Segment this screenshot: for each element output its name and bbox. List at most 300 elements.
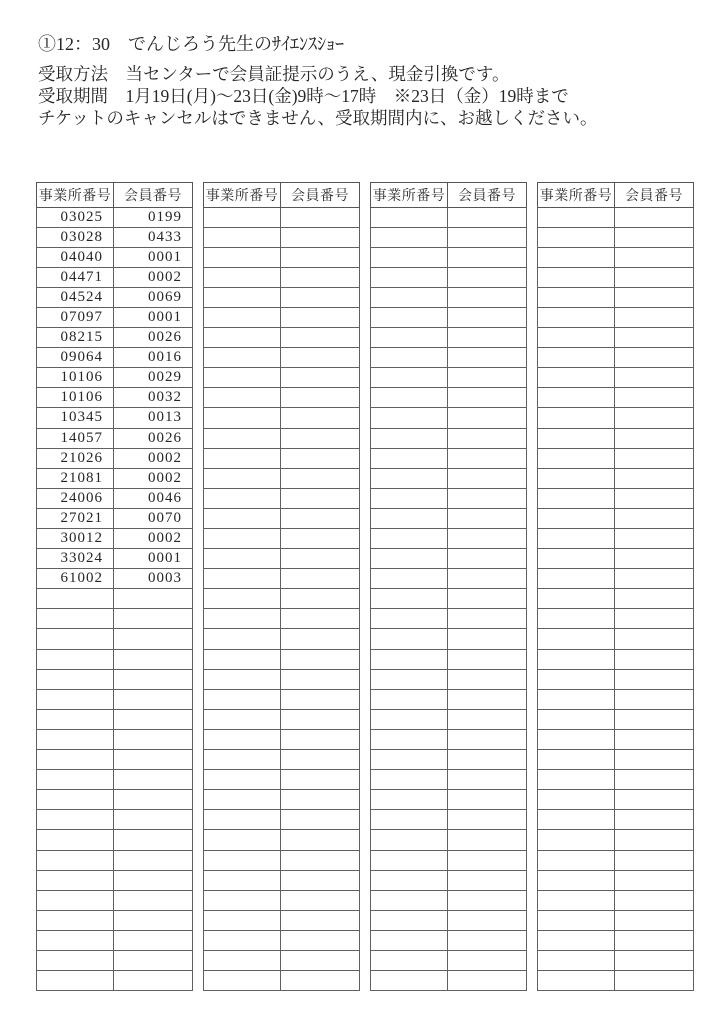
office-number-cell [371,569,448,589]
office-number-cell [204,328,281,348]
office-number-cell: 04471 [37,267,114,287]
pickup-period-line: 受取期間 1月19日(月)～23日(金)9時～17時 ※23日（金）19時まで [38,86,569,106]
office-number-cell [538,689,615,709]
member-number-cell [448,529,527,549]
member-number-cell [114,890,193,910]
table-row [204,589,360,609]
office-number-cell [371,669,448,689]
office-number-cell [538,629,615,649]
member-number-cell [281,971,360,991]
pickup-instructions [38,63,597,129]
office-number-cell [371,388,448,408]
member-number-cell [281,890,360,910]
office-number-cell [204,408,281,428]
office-number-cell: 27021 [37,508,114,528]
table-row [37,689,193,709]
member-number-cell [281,468,360,488]
office-number-cell [204,930,281,950]
member-number-cell: 0003 [114,569,193,589]
member-number-cell: 0001 [114,307,193,327]
office-number-cell [538,890,615,910]
table-row [371,428,527,448]
member-number-cell [448,468,527,488]
member-number-cell [615,589,694,609]
office-number-cell [37,950,114,970]
table-row [37,488,193,508]
member-number-cell [114,930,193,950]
office-number-cell [204,287,281,307]
office-number-cell [204,810,281,830]
office-number-cell [371,950,448,970]
member-number-cell [281,388,360,408]
member-number-cell [281,287,360,307]
table-row [538,830,694,850]
table-row [371,669,527,689]
member-number-cell [448,267,527,287]
office-number-header: 事業所番号 [371,183,448,208]
office-number-cell [204,750,281,770]
table-row [37,569,193,589]
member-number-cell [281,850,360,870]
office-number-cell [204,971,281,991]
office-number-cell [538,307,615,327]
table-row [371,750,527,770]
member-number-cell [281,790,360,810]
table-row [37,971,193,991]
table-row [204,368,360,388]
office-number-cell [204,830,281,850]
table-row [204,971,360,991]
office-number-cell [538,287,615,307]
member-number-cell [281,408,360,428]
member-number-cell: 0001 [114,549,193,569]
table-row [538,910,694,930]
table-row [204,609,360,629]
member-number-cell [114,830,193,850]
table-row [204,689,360,709]
office-number-cell [204,669,281,689]
member-number-cell [448,307,527,327]
office-number-cell [37,830,114,850]
table-row [37,428,193,448]
table-row [538,770,694,790]
table-row [37,709,193,729]
member-number-cell [615,910,694,930]
table-row [538,790,694,810]
office-number-cell [204,227,281,247]
table-row [37,609,193,629]
member-number-cell [281,529,360,549]
table-row [538,508,694,528]
table-row [37,930,193,950]
office-number-cell [204,267,281,287]
table-row [538,709,694,729]
member-number-cell [281,488,360,508]
office-number-cell [204,910,281,930]
member-number-cell [448,669,527,689]
office-number-header: 事業所番号 [538,183,615,208]
office-number-cell [204,368,281,388]
office-number-cell: 21026 [37,448,114,468]
office-number-cell [37,709,114,729]
member-number-header: 会員番号 [114,183,193,208]
member-number-cell [615,348,694,368]
office-number-cell [371,689,448,709]
table-row [204,207,360,227]
member-number-cell [114,729,193,749]
member-number-cell [114,810,193,830]
office-number-cell: 10345 [37,408,114,428]
table-row [204,649,360,669]
table-row [371,729,527,749]
office-number-cell [204,709,281,729]
table-row [371,569,527,589]
member-number-cell [615,207,694,227]
office-number-cell [371,890,448,910]
table-row [204,227,360,247]
office-number-cell [204,569,281,589]
table-row [371,247,527,267]
table-row [538,408,694,428]
member-number-cell [615,549,694,569]
table-row [204,810,360,830]
member-number-cell [448,729,527,749]
member-number-cell: 0016 [114,348,193,368]
table-row [371,287,527,307]
office-number-cell [37,870,114,890]
table-row [371,770,527,790]
member-number-cell [615,307,694,327]
office-number-cell [37,971,114,991]
table-row [371,930,527,950]
office-number-cell [538,750,615,770]
table-row [538,307,694,327]
table-row [37,368,193,388]
table-row [204,448,360,468]
table-row [204,328,360,348]
member-number-cell [615,790,694,810]
table-row [204,950,360,970]
office-number-cell [204,589,281,609]
member-number-cell [114,971,193,991]
member-number-cell [114,709,193,729]
office-number-cell: 08215 [37,328,114,348]
table-row [371,950,527,970]
member-number-cell [114,689,193,709]
table-row [538,388,694,408]
table-row [37,870,193,890]
table-row [37,910,193,930]
member-number-cell [281,709,360,729]
office-number-cell [538,830,615,850]
office-number-cell [538,850,615,870]
member-number-cell [448,609,527,629]
event-title: ①12：30 でんじろう先生のｻｲｴﾝｽｼｮｰ [38,34,344,54]
table-row [371,910,527,930]
member-number-cell [448,971,527,991]
table-row [371,649,527,669]
table-row [37,830,193,850]
table-row [37,810,193,830]
member-number-cell [615,448,694,468]
member-number-cell [448,890,527,910]
office-number-cell [538,810,615,830]
table-row [204,870,360,890]
member-number-cell [615,770,694,790]
member-number-cell [281,729,360,749]
table-row [37,549,193,569]
office-number-cell [371,368,448,388]
office-number-cell [37,890,114,910]
table-row [204,348,360,368]
member-number-cell [448,448,527,468]
member-number-cell [615,508,694,528]
table-row [204,930,360,950]
member-number-cell [114,950,193,970]
member-number-cell [281,368,360,388]
table-row [538,488,694,508]
table-row [37,629,193,649]
member-number-cell [281,589,360,609]
member-number-header: 会員番号 [281,183,360,208]
office-number-cell: 30012 [37,529,114,549]
table-row [371,589,527,609]
office-number-cell [37,729,114,749]
member-number-cell [448,569,527,589]
member-number-cell [281,227,360,247]
member-number-cell [615,649,694,669]
member-number-cell [281,328,360,348]
table-row [204,549,360,569]
member-number-cell [281,207,360,227]
member-number-cell [615,408,694,428]
office-number-cell [204,790,281,810]
office-number-cell [538,368,615,388]
member-number-cell [615,247,694,267]
member-number-cell [448,930,527,950]
office-number-cell [37,930,114,950]
office-number-cell [538,488,615,508]
office-number-cell [538,930,615,950]
table-row [204,750,360,770]
office-number-cell [204,870,281,890]
member-number-cell [281,689,360,709]
member-roster-tables [36,182,694,991]
table-row [37,267,193,287]
office-number-cell [371,850,448,870]
table-row [538,267,694,287]
office-number-cell [37,850,114,870]
office-number-cell [37,910,114,930]
table-row [538,468,694,488]
table-row [371,810,527,830]
member-number-cell [448,830,527,850]
table-row [204,307,360,327]
office-number-cell [538,207,615,227]
table-row [371,368,527,388]
office-number-cell [371,810,448,830]
office-number-cell [204,770,281,790]
member-number-cell [448,287,527,307]
member-number-cell: 0026 [114,428,193,448]
member-number-cell [448,408,527,428]
table-row [371,971,527,991]
pickup-method-line: 受取方法 当センターで会員証提示のうえ、現金引換です。 [38,64,510,84]
office-number-cell [371,930,448,950]
table-row [371,830,527,850]
table-row [538,348,694,368]
office-number-cell: 04040 [37,247,114,267]
office-number-cell [204,247,281,267]
table-row [37,890,193,910]
office-number-cell [37,629,114,649]
office-number-cell [538,669,615,689]
table-row [371,328,527,348]
member-number-cell [615,468,694,488]
table-row [204,910,360,930]
table-row [37,328,193,348]
table-row [204,569,360,589]
table-row [37,348,193,368]
office-number-cell [371,790,448,810]
member-number-cell [114,870,193,890]
member-number-cell [615,428,694,448]
roster-table-3 [370,182,527,991]
office-number-cell: 10106 [37,388,114,408]
table-row [371,207,527,227]
table-row [538,950,694,970]
table-row [538,729,694,749]
table-row [538,629,694,649]
member-number-cell: 0026 [114,328,193,348]
header-row [37,183,193,208]
member-number-cell [448,388,527,408]
member-number-cell [615,267,694,287]
member-number-cell [615,629,694,649]
member-number-cell [281,629,360,649]
office-number-cell [538,569,615,589]
table-row [204,830,360,850]
table-row [371,629,527,649]
office-number-cell [371,830,448,850]
member-number-cell [448,810,527,830]
member-number-cell [281,508,360,528]
table-row [538,669,694,689]
member-number-cell [448,770,527,790]
office-number-cell [538,729,615,749]
office-number-cell [37,649,114,669]
office-number-cell [538,227,615,247]
member-number-cell [615,830,694,850]
table-row [538,569,694,589]
office-number-cell [37,790,114,810]
table-row [37,529,193,549]
office-number-cell: 24006 [37,488,114,508]
table-row [538,368,694,388]
member-number-cell [615,930,694,950]
member-number-cell [114,750,193,770]
table-row [371,790,527,810]
office-number-cell [371,408,448,428]
office-number-cell [204,890,281,910]
office-number-cell [371,448,448,468]
office-number-cell [538,267,615,287]
office-number-cell [371,227,448,247]
office-number-cell [371,468,448,488]
member-number-cell [281,307,360,327]
table-row [37,468,193,488]
office-number-cell [538,328,615,348]
member-number-cell [615,870,694,890]
member-number-cell: 0002 [114,267,193,287]
office-number-cell [538,529,615,549]
table-row [204,408,360,428]
office-number-cell [204,950,281,970]
table-row [538,810,694,830]
member-number-cell [114,790,193,810]
office-number-cell [204,307,281,327]
office-number-cell: 21081 [37,468,114,488]
member-number-cell [448,689,527,709]
table-row [37,850,193,870]
office-number-cell [204,448,281,468]
office-number-cell [538,709,615,729]
member-number-cell [281,428,360,448]
member-number-cell [615,569,694,589]
office-number-cell [538,348,615,368]
office-number-cell [204,529,281,549]
member-number-cell [448,488,527,508]
office-number-cell [538,508,615,528]
table-row [204,669,360,689]
office-number-cell [371,348,448,368]
member-number-cell: 0032 [114,388,193,408]
office-number-cell [371,589,448,609]
member-number-cell [615,971,694,991]
member-number-cell [281,770,360,790]
roster-table-1 [36,182,193,991]
table-row [538,750,694,770]
member-number-cell [114,850,193,870]
office-number-cell [371,508,448,528]
table-row [37,589,193,609]
member-number-cell [448,348,527,368]
office-number-cell [538,589,615,609]
office-number-cell [371,709,448,729]
member-number-header: 会員番号 [448,183,527,208]
table-row [371,529,527,549]
office-number-cell [204,729,281,749]
table-row [37,950,193,970]
table-row [37,508,193,528]
office-number-cell [204,549,281,569]
office-number-cell [37,770,114,790]
table-row [371,307,527,327]
header-row [204,183,360,208]
member-number-cell [448,589,527,609]
table-row [371,508,527,528]
office-number-cell [37,750,114,770]
table-row [371,488,527,508]
office-number-cell [37,689,114,709]
member-number-cell [281,870,360,890]
member-number-cell [615,328,694,348]
member-number-cell: 0199 [114,207,193,227]
table-row [37,669,193,689]
table-row [538,589,694,609]
table-row [371,850,527,870]
office-number-cell [371,910,448,930]
